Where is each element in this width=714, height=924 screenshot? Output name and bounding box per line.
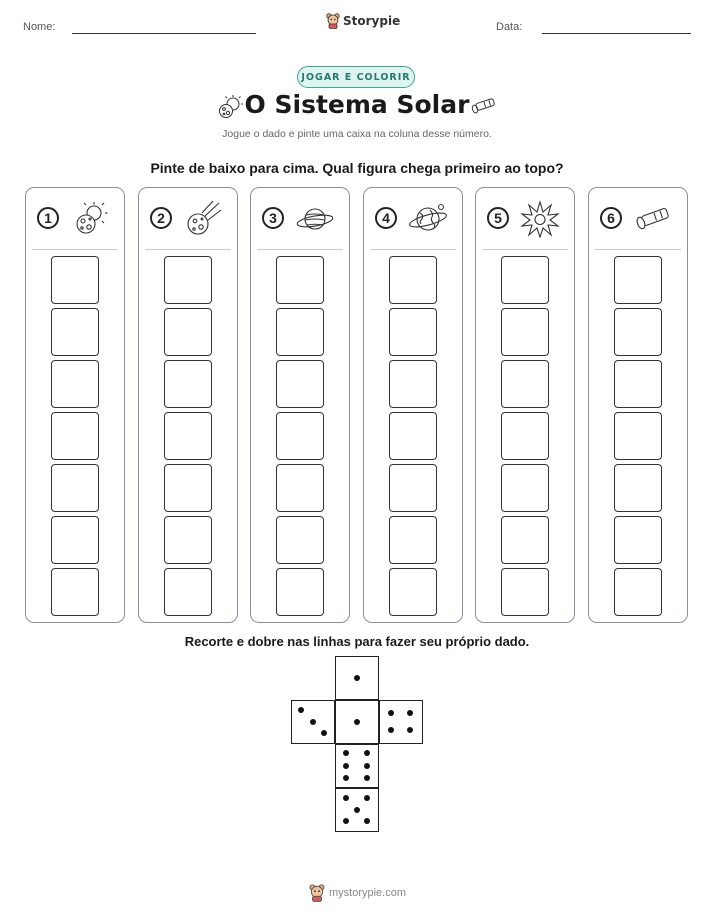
column-number: 4 — [375, 207, 397, 229]
dice-pip — [364, 763, 370, 769]
color-box[interactable] — [51, 568, 99, 616]
color-box[interactable] — [501, 256, 549, 304]
dice-pip — [343, 775, 349, 781]
color-box[interactable] — [51, 464, 99, 512]
dice-pip — [364, 818, 370, 824]
column-divider — [370, 249, 456, 250]
telescope-icon — [633, 200, 673, 238]
dice-face-3 — [291, 700, 335, 744]
color-box[interactable] — [51, 308, 99, 356]
date-label: Data: — [496, 21, 523, 33]
dice-pip — [343, 818, 349, 824]
color-box[interactable] — [389, 412, 437, 460]
dice-pip — [388, 727, 394, 733]
color-box[interactable] — [276, 308, 324, 356]
color-box[interactable] — [276, 464, 324, 512]
column-2 — [138, 187, 238, 623]
color-box[interactable] — [614, 308, 662, 356]
color-box[interactable] — [389, 568, 437, 616]
footer — [309, 884, 406, 902]
dice-instruction: Recorte e dobre nas linhas para fazer seu próprio dado. — [184, 634, 530, 649]
color-box[interactable] — [164, 412, 212, 460]
star-burst-icon — [520, 200, 560, 238]
color-box[interactable] — [164, 360, 212, 408]
page-title: O Sistema Solar — [244, 90, 470, 119]
column-5 — [475, 187, 575, 623]
color-box[interactable] — [614, 360, 662, 408]
storypie-logo — [326, 13, 400, 29]
color-box[interactable] — [501, 568, 549, 616]
footer-url[interactable]: mystorypie.com — [329, 887, 407, 899]
dice-face-4 — [379, 700, 423, 744]
column-divider — [595, 249, 681, 250]
column-1 — [25, 187, 125, 623]
column-number: 2 — [150, 207, 172, 229]
column-number: 5 — [487, 207, 509, 229]
dice-face-1 — [335, 700, 379, 744]
dice-pip — [354, 719, 360, 725]
color-box[interactable] — [501, 516, 549, 564]
earth-icon — [408, 200, 448, 238]
color-box[interactable] — [501, 308, 549, 356]
dice-pip — [354, 675, 360, 681]
color-box[interactable] — [276, 412, 324, 460]
dice-pip — [298, 707, 304, 713]
dice-pip — [364, 795, 370, 801]
color-box[interactable] — [389, 256, 437, 304]
color-box[interactable] — [389, 464, 437, 512]
color-box[interactable] — [389, 360, 437, 408]
dice-face-6 — [335, 744, 379, 788]
color-box[interactable] — [614, 464, 662, 512]
dice-pip — [343, 763, 349, 769]
column-divider — [482, 249, 568, 250]
dice-pip — [343, 750, 349, 756]
dice-pip — [407, 710, 413, 716]
bear-mascot-icon — [309, 884, 325, 902]
color-box[interactable] — [164, 516, 212, 564]
name-label: Nome: — [23, 21, 56, 33]
column-divider — [32, 249, 118, 250]
column-divider — [145, 249, 231, 250]
name-line[interactable] — [72, 33, 256, 34]
color-box[interactable] — [501, 412, 549, 460]
color-box[interactable] — [51, 256, 99, 304]
dice-pip — [388, 710, 394, 716]
telescope-icon — [470, 96, 500, 116]
column-number: 3 — [262, 207, 284, 229]
color-box[interactable] — [164, 256, 212, 304]
subtitle: Jogue o dado e pinte uma caixa na coluna desse número. — [222, 128, 492, 140]
color-box[interactable] — [389, 516, 437, 564]
logo-text: Storypie — [343, 14, 401, 28]
color-box[interactable] — [614, 516, 662, 564]
color-box[interactable] — [276, 256, 324, 304]
column-4 — [363, 187, 463, 623]
color-box[interactable] — [276, 516, 324, 564]
sun-and-moon-icon — [70, 200, 110, 238]
color-box[interactable] — [614, 256, 662, 304]
color-box[interactable] — [276, 568, 324, 616]
color-box[interactable] — [164, 568, 212, 616]
date-line[interactable] — [542, 33, 691, 34]
column-3 — [250, 187, 350, 623]
color-box[interactable] — [164, 464, 212, 512]
planet-saturn-icon — [295, 200, 335, 238]
color-box[interactable] — [614, 568, 662, 616]
color-box[interactable] — [51, 412, 99, 460]
dice-face-5 — [335, 788, 379, 832]
column-number: 1 — [37, 207, 59, 229]
column-6 — [588, 187, 688, 623]
dice-pip — [364, 775, 370, 781]
color-box[interactable] — [614, 412, 662, 460]
dice-pip — [364, 750, 370, 756]
color-box[interactable] — [276, 360, 324, 408]
color-box[interactable] — [164, 308, 212, 356]
comet-icon — [183, 200, 223, 238]
dice-pip — [343, 795, 349, 801]
dice-pip — [310, 719, 316, 725]
color-box[interactable] — [51, 516, 99, 564]
column-number: 6 — [600, 207, 622, 229]
column-divider — [257, 249, 343, 250]
bear-mascot-icon — [326, 13, 340, 29]
instruction: Pinte de baixo para cima. Qual figura chega primeiro ao topo? — [150, 160, 564, 176]
color-box[interactable] — [389, 308, 437, 356]
dice-pip — [321, 730, 327, 736]
color-box[interactable] — [501, 360, 549, 408]
dice-face-1 — [335, 656, 379, 700]
dice-pip — [407, 727, 413, 733]
activity-badge: JOGAR E COLORIR — [297, 66, 415, 88]
color-box[interactable] — [501, 464, 549, 512]
color-box[interactable] — [51, 360, 99, 408]
dice-pip — [354, 807, 360, 813]
